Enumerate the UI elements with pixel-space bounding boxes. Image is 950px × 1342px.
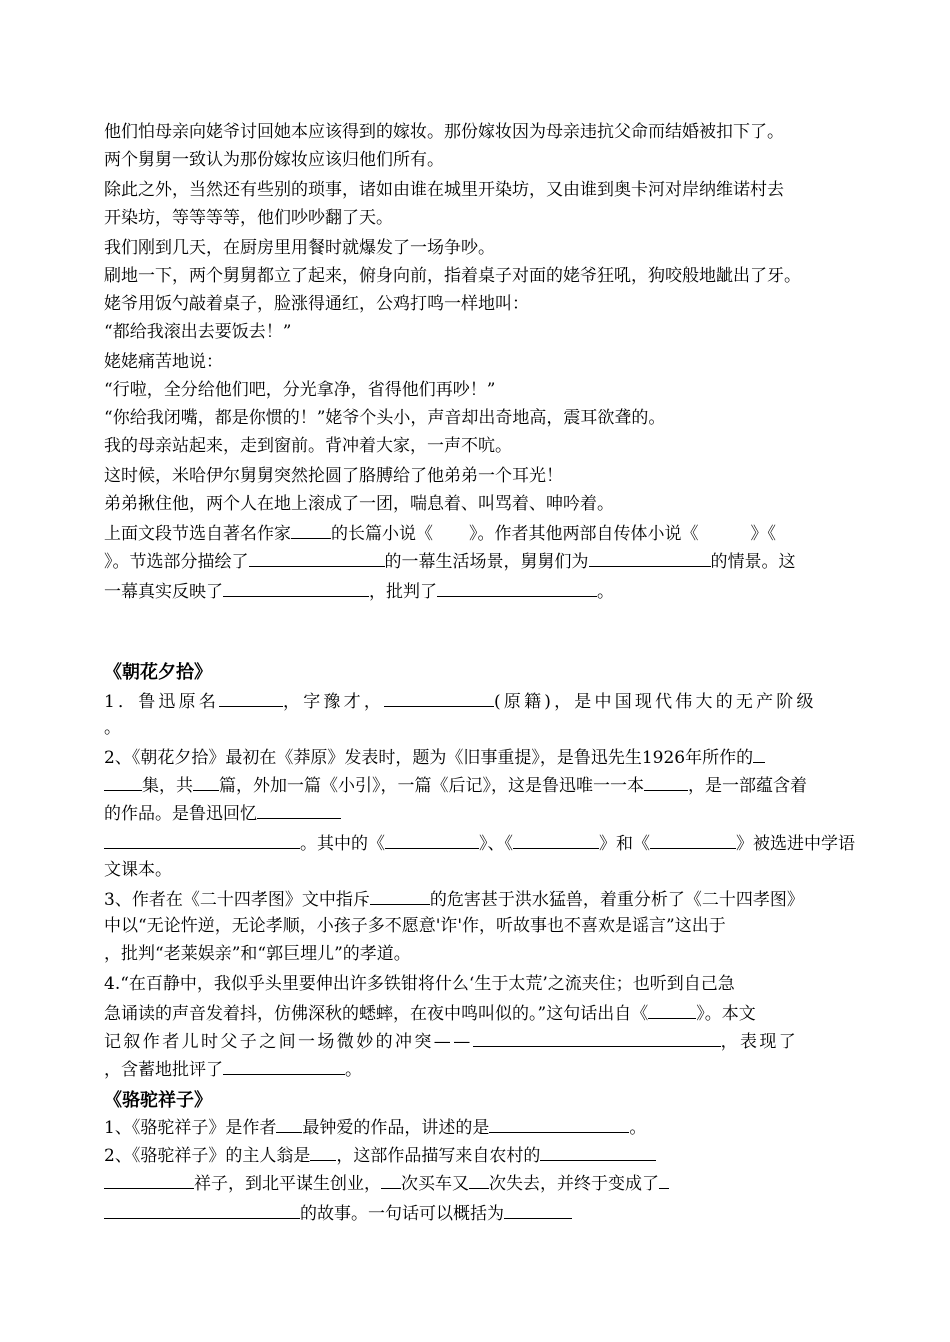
- passage-line: “行啦，全分给他们吧，分光拿净，省得他们再吵！”: [104, 380, 496, 400]
- question-text: 》。节选部分描绘了: [104, 552, 249, 572]
- section-title: 《骆驼祥子》: [104, 1090, 212, 1111]
- question-text: 篇，外加一篇《小引》，一篇《后记》，这是鲁迅唯一一本: [219, 776, 644, 796]
- question-text: 集，共: [142, 776, 193, 796]
- answer-blank[interactable]: [249, 550, 385, 567]
- question-text: 的危害甚于洪水猛兽，着重分析了《二十四孝图》: [429, 890, 804, 910]
- passage-line: 我的母亲站起来，走到窗前。背冲着大家，一声不吭。: [104, 436, 512, 456]
- answer-blank[interactable]: [504, 1202, 572, 1219]
- question-text: 急诵读的声音发着抖，仿佛深秋的蟋蟀，在夜中鸣叫似的。”这句话出自《: [104, 1004, 649, 1024]
- question-text: 一幕真实反映了: [104, 582, 223, 602]
- question-text: ，是一部蕴含着: [688, 776, 807, 796]
- question-text: 。其中的《: [300, 834, 385, 854]
- answer-blank[interactable]: [489, 1116, 629, 1133]
- question-text: ，表现了: [720, 1032, 799, 1052]
- question-line: 中以“无论忤逆，无论孝顺，小孩子多不愿意'诈'作，听故事也不喜欢是谣言”这出于: [104, 916, 726, 936]
- answer-blank[interactable]: [310, 1144, 336, 1161]
- question-line: [104, 1002, 756, 1024]
- question-text: 2、《骆驼祥子》的主人翁是: [104, 1146, 311, 1166]
- question-line: [104, 1030, 798, 1052]
- answer-blank[interactable]: [437, 580, 597, 597]
- question-line: 4.“在百静中，我似乎头里要伸出许多铁钳将什么‘生于太荒’之流夹住；也听到自己急: [104, 974, 735, 994]
- question-text: 记叙作者儿时父子之间一场微妙的冲突——: [104, 1032, 473, 1052]
- passage-line: 他们怕母亲向姥爷讨回她本应该得到的嫁妆。那份嫁妆因为母亲违抗父命而结婚被扣下了。: [104, 122, 784, 142]
- answer-blank[interactable]: [257, 802, 341, 819]
- passage-line: 我们刚到几天，在厨房里用餐时就爆发了一场争吵。: [104, 238, 495, 258]
- answer-blank[interactable]: [659, 1172, 669, 1189]
- question-text: 2、《朝花夕拾》最初在《莽原》发表时，题为《旧事重提》，是鲁迅先生1926年所作的: [104, 748, 754, 768]
- question-text: 的情景。这: [710, 552, 796, 572]
- answer-blank[interactable]: [219, 690, 283, 707]
- question-line: [104, 832, 855, 854]
- answer-blank[interactable]: [104, 774, 142, 791]
- question-text: ，这部作品描写来自农村的: [336, 1146, 541, 1166]
- question-text: 祥子，到北平谋生创业，: [194, 1174, 381, 1194]
- question-text: ，字豫才，: [283, 692, 385, 712]
- question-text: 》。本文: [696, 1004, 756, 1024]
- answer-blank[interactable]: [104, 1202, 300, 1219]
- answer-blank[interactable]: [384, 690, 494, 707]
- passage-line: 姥爷用饭勺敲着桌子，脸涨得通红，公鸡打鸣一样地叫：: [104, 294, 529, 314]
- answer-blank[interactable]: [193, 774, 219, 791]
- question-text: ，含蓄地批评了: [104, 1060, 223, 1080]
- answer-blank[interactable]: [223, 580, 369, 597]
- answer-blank[interactable]: [589, 550, 711, 567]
- question-text: 。: [345, 1060, 362, 1080]
- question-text: 。: [629, 1118, 647, 1138]
- question-line: [104, 1144, 656, 1166]
- question-text: ，批判了: [369, 582, 437, 602]
- answer-blank[interactable]: [104, 1172, 194, 1189]
- passage-question-line: [104, 522, 776, 544]
- passage-line: 弟弟揪住他，两个人在地上滚成了一团，喘息着、叫骂着、呻吟着。: [104, 494, 614, 514]
- question-text: 》。作者其他两部自传体小说《: [469, 524, 699, 544]
- question-text: 的故事。一句话可以概括为: [300, 1204, 504, 1224]
- question-text: 》《: [750, 524, 776, 544]
- question-text: 的作品。是鲁迅回忆: [104, 804, 257, 824]
- passage-question-line: [104, 580, 614, 602]
- question-text: 最钟爱的作品，讲述的是: [302, 1118, 490, 1138]
- passage-question-line: [104, 550, 796, 572]
- answer-blank[interactable]: [385, 832, 479, 849]
- question-line: [104, 690, 817, 712]
- answer-blank[interactable]: [291, 522, 331, 539]
- passage-line: 这时候，米哈伊尔舅舅突然抡圆了胳膊给了他弟弟一个耳光！: [104, 466, 563, 486]
- question-text: 上面文段节选自著名作家: [104, 524, 291, 544]
- question-text: 次买车又: [401, 1174, 469, 1194]
- question-line: 文课本。: [104, 860, 172, 880]
- passage-line: 开染坊，等等等等，他们吵吵翻了天。: [104, 208, 393, 228]
- question-line: [104, 888, 804, 910]
- passage-line: 刷地一下，两个舅舅都立了起来，俯身向前，指着桌子对面的姥爷狂吼，狗咬般地龇出了牙。: [104, 266, 801, 286]
- question-text: 》被选进中学语: [736, 834, 855, 854]
- passage-line: 姥姥痛苦地说：: [104, 352, 223, 372]
- passage-line: “你给我闭嘴，都是你惯的！”姥爷个头小，声音却出奇地高，震耳欲聋的。: [104, 408, 666, 428]
- question-line: [104, 746, 765, 768]
- answer-blank[interactable]: [650, 832, 736, 849]
- question-text: 1、《骆驼祥子》是作者: [104, 1118, 277, 1138]
- question-text: (原籍)，是中国现代伟大的无产阶级: [494, 692, 817, 712]
- question-text: 。: [597, 582, 614, 602]
- answer-blank[interactable]: [473, 1030, 721, 1047]
- question-text: 3、作者在《二十四孝图》文中指斥: [104, 890, 370, 910]
- answer-blank[interactable]: [223, 1058, 345, 1075]
- answer-blank[interactable]: [540, 1144, 656, 1161]
- question-line: [104, 1202, 572, 1224]
- answer-blank[interactable]: [753, 746, 765, 763]
- answer-blank[interactable]: [513, 832, 599, 849]
- question-text: 次失去，并终于变成了: [489, 1174, 659, 1194]
- question-line: [104, 774, 807, 796]
- section-title: 《朝花夕拾》: [104, 662, 212, 683]
- passage-line: 两个舅舅一致认为那份嫁妆应该归他们所有。: [104, 150, 444, 170]
- question-text: 1．鲁迅原名: [104, 692, 220, 712]
- question-line: [104, 1172, 669, 1194]
- question-line: 。: [104, 718, 121, 738]
- question-text: 的一幕生活场景，舅舅们为: [384, 552, 589, 572]
- passage-line: 除此之外，当然还有些别的琐事，诸如由谁在城里开染坊，又由谁到奥卡河对岸纳维诺村去: [104, 180, 784, 200]
- answer-blank[interactable]: [370, 888, 430, 905]
- question-text: 的长篇小说《: [331, 524, 433, 544]
- question-line: [104, 1058, 362, 1080]
- answer-blank[interactable]: [469, 1172, 489, 1189]
- answer-blank[interactable]: [644, 774, 688, 791]
- answer-blank[interactable]: [276, 1116, 302, 1133]
- question-text: 》、《: [479, 834, 513, 854]
- question-line: ，批判“老莱娱亲”和“郭巨埋儿”的孝道。: [104, 944, 411, 964]
- answer-blank[interactable]: [381, 1172, 401, 1189]
- question-line: [104, 802, 341, 824]
- question-text: 》和《: [599, 834, 650, 854]
- question-line: [104, 1116, 646, 1138]
- answer-blank[interactable]: [648, 1002, 696, 1019]
- answer-blank[interactable]: [104, 832, 300, 849]
- passage-line: “都给我滚出去要饭去！”: [104, 322, 292, 342]
